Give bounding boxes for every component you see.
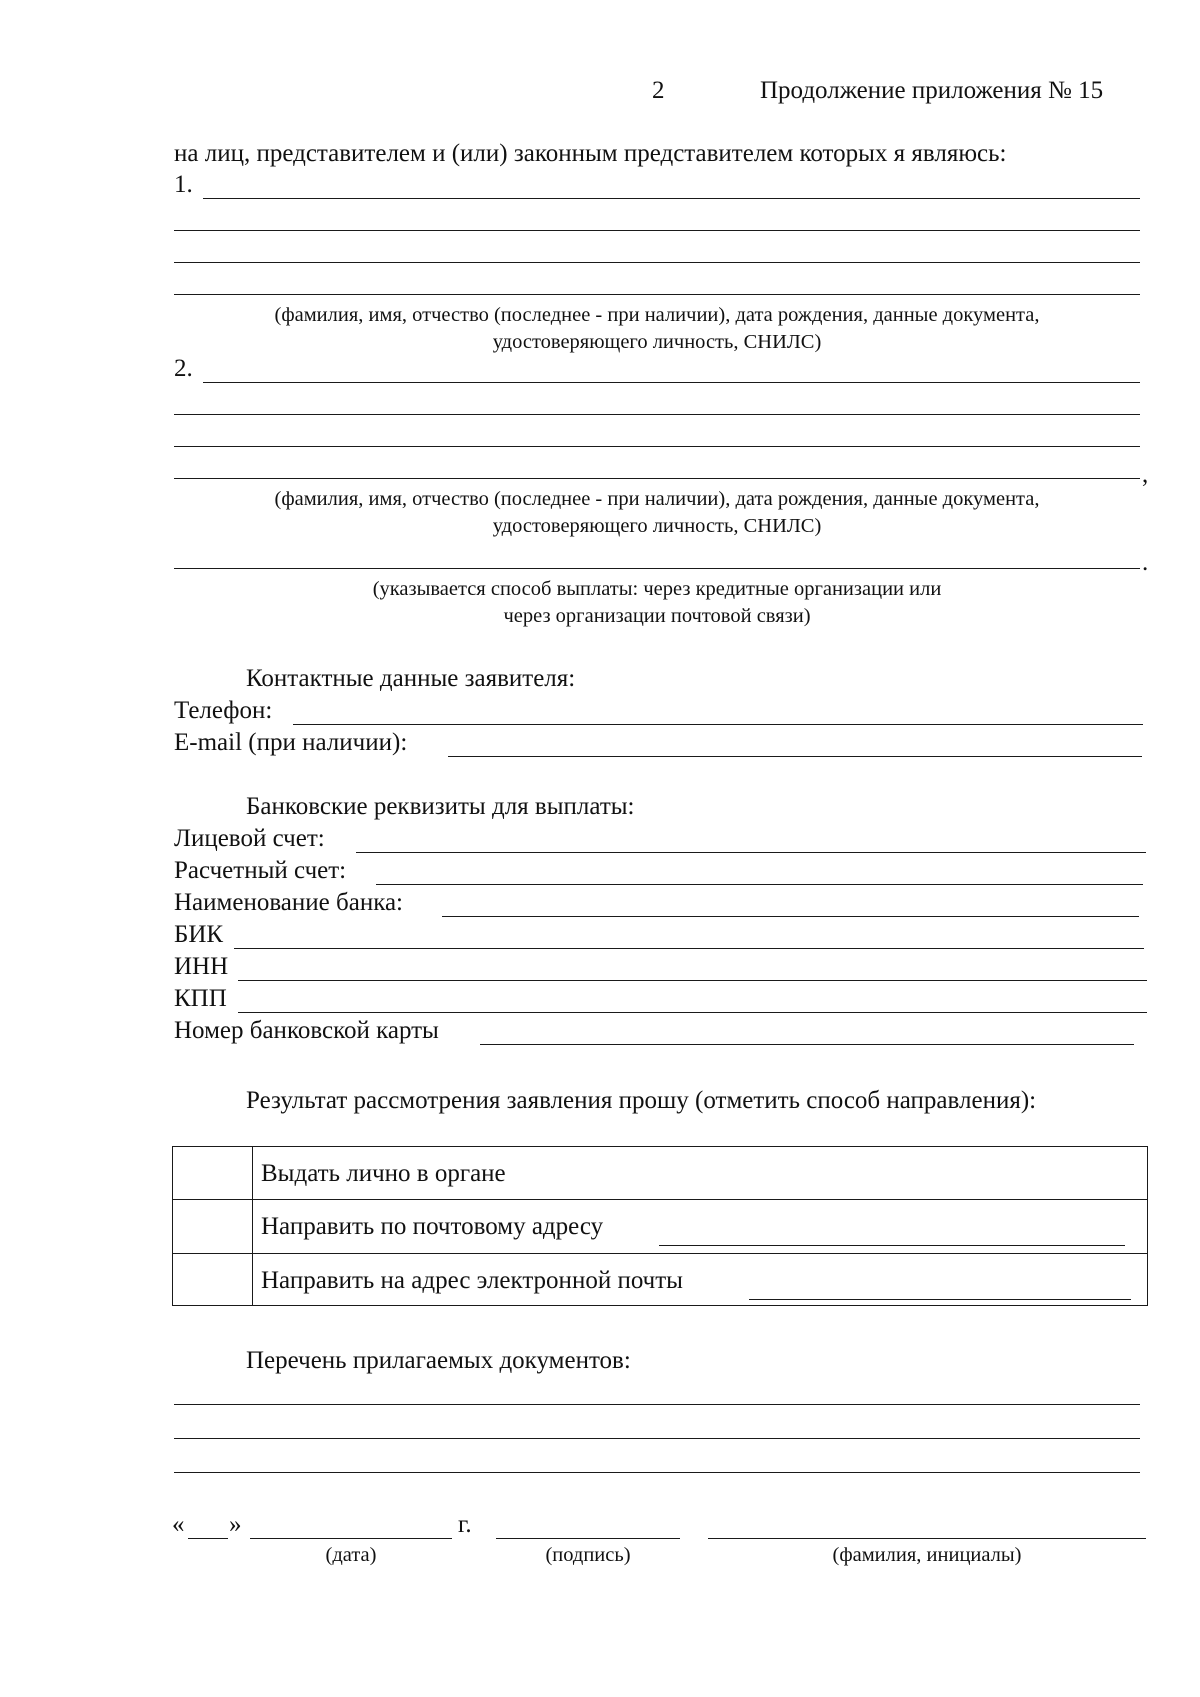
- card-number-label: Номер банковской карты: [174, 1017, 439, 1044]
- person-2-line-2[interactable]: [174, 414, 1140, 415]
- person-1-caption-line-1: (фамилия, имя, отчество (последнее - при наличии), дата рождения, данные документа,: [274, 304, 1040, 326]
- person-2-trailing-comma: ,: [1142, 461, 1149, 488]
- person-1-caption-line-2: удостоверяющего личность, СНИЛС): [492, 331, 822, 353]
- settlement-account-label: Расчетный счет:: [174, 857, 347, 884]
- delivery-table-divider: [252, 1147, 253, 1305]
- person-2-line-3[interactable]: [174, 446, 1140, 447]
- bank-name-field[interactable]: [442, 916, 1139, 917]
- person-2-caption-line-1: (фамилия, имя, отчество (последнее - при наличии), дата рождения, данные документа,: [274, 488, 1040, 510]
- persons-intro: на лиц, представителем и (или) законным представителем которых я являюсь:: [174, 140, 1007, 167]
- phone-label: Телефон:: [174, 697, 273, 724]
- result-heading: Результат рассмотрения заявления прошу (отметить способ направления):: [246, 1087, 1037, 1114]
- documents-line-3[interactable]: [174, 1472, 1140, 1473]
- delivery-checkbox-postal[interactable]: [173, 1199, 252, 1253]
- person-2-line-4[interactable]: [174, 478, 1140, 479]
- name-caption: (фамилия, инициалы): [832, 1544, 1022, 1566]
- delivery-option-postal: Направить по почтовому адресу: [261, 1213, 604, 1240]
- person-1-line-4[interactable]: [174, 294, 1140, 295]
- delivery-row-divider-1: [173, 1199, 1147, 1200]
- delivery-option-in-person: Выдать лично в органе: [261, 1160, 506, 1187]
- day-quote-open: «: [172, 1511, 185, 1538]
- delivery-option-email: Направить на адрес электронной почты: [261, 1267, 683, 1294]
- documents-heading: Перечень прилагаемых документов:: [246, 1347, 631, 1374]
- person-1-line-3[interactable]: [174, 262, 1140, 263]
- payment-method-trailing-dot: .: [1142, 549, 1149, 576]
- person-2-line-1[interactable]: [203, 382, 1140, 383]
- email-field[interactable]: [448, 756, 1142, 757]
- person-1-number: 1.: [174, 171, 193, 198]
- kpp-label: КПП: [174, 985, 227, 1012]
- payment-method-line[interactable]: [174, 568, 1140, 569]
- day-field[interactable]: [188, 1538, 228, 1539]
- bank-name-label: Наименование банка:: [174, 889, 404, 916]
- documents-line-1[interactable]: [174, 1404, 1140, 1405]
- bik-field[interactable]: [234, 948, 1144, 949]
- inn-field[interactable]: [238, 980, 1147, 981]
- page-header-title: Продолжение приложения № 15: [760, 77, 1104, 104]
- postal-address-field[interactable]: [659, 1245, 1125, 1246]
- delivery-checkbox-email[interactable]: [173, 1253, 252, 1305]
- contacts-heading: Контактные данные заявителя:: [246, 665, 576, 692]
- person-2-caption-line-2: удостоверяющего личность, СНИЛС): [492, 515, 822, 537]
- bank-heading: Банковские реквизиты для выплаты:: [246, 793, 635, 820]
- date-caption: (дата): [325, 1544, 377, 1566]
- delivery-checkbox-in-person[interactable]: [173, 1147, 252, 1199]
- personal-account-field[interactable]: [356, 852, 1146, 853]
- bik-label: БИК: [174, 921, 224, 948]
- page-number: 2: [652, 77, 665, 104]
- settlement-account-field[interactable]: [376, 884, 1143, 885]
- inn-label: ИНН: [174, 953, 229, 980]
- delivery-method-table: [172, 1146, 1148, 1306]
- person-2-number: 2.: [174, 355, 193, 382]
- card-number-field[interactable]: [480, 1044, 1134, 1045]
- kpp-field[interactable]: [238, 1012, 1147, 1013]
- signature-caption: (подпись): [545, 1544, 631, 1566]
- person-1-line-1[interactable]: [203, 198, 1140, 199]
- email-address-field[interactable]: [749, 1299, 1131, 1300]
- email-label: E-mail (при наличии):: [174, 729, 408, 756]
- phone-field[interactable]: [293, 724, 1143, 725]
- person-1-line-2[interactable]: [174, 230, 1140, 231]
- delivery-row-divider-2: [173, 1253, 1147, 1254]
- personal-account-label: Лицевой счет:: [174, 825, 325, 852]
- documents-line-2[interactable]: [174, 1438, 1140, 1439]
- payment-method-caption-line-2: через организации почтовой связи): [503, 605, 811, 627]
- day-quote-close: »: [229, 1511, 242, 1538]
- signature-field[interactable]: [496, 1538, 680, 1539]
- name-initials-field[interactable]: [708, 1538, 1146, 1539]
- year-suffix: г.: [458, 1511, 472, 1538]
- month-year-field[interactable]: [250, 1538, 452, 1539]
- payment-method-caption-line-1: (указывается способ выплаты: через кредитные организации или: [372, 578, 942, 600]
